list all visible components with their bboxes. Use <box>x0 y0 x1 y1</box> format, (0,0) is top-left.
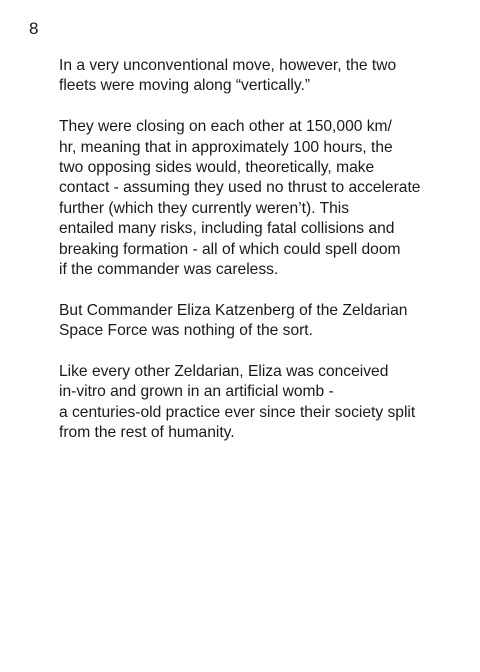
text-line: They were closing on each other at 150,000 km/ <box>59 118 392 136</box>
text-line: In a very unconventional move, however, the two <box>59 57 397 74</box>
text-line: in-vitro and grown in an artificial womb - <box>59 383 334 401</box>
text-line: further (which they currently weren’t). This <box>59 199 350 217</box>
text-line: entailed many risks, including fatal collisions and <box>59 220 395 238</box>
text-line: a centuries-old practice ever since their society split <box>59 403 416 421</box>
page-number: 8 <box>29 19 39 38</box>
paragraph-4 <box>59 362 459 444</box>
text-line: Like every other Zeldarian, Eliza was conceived <box>59 363 389 381</box>
text-line: contact - assuming they used no thrust to accelerate <box>59 179 421 197</box>
text-line: two opposing sides would, theoretically, make <box>59 159 375 177</box>
text-line: if the commander was careless. <box>59 261 279 279</box>
paragraph-3 <box>59 301 459 342</box>
text-line: fleets were moving along “vertically.” <box>59 77 311 95</box>
text-line: from the rest of humanity. <box>59 424 235 442</box>
body-text <box>59 56 459 464</box>
paragraph-1 <box>59 56 459 97</box>
text-line: Space Force was nothing of the sort. <box>59 322 313 340</box>
text-line: hr, meaning that in approximately 100 hours, the <box>59 138 393 156</box>
text-line: breaking formation - all of which could spell doom <box>59 240 401 258</box>
text-line: But Commander Eliza Katzenberg of the Zeldarian <box>59 301 408 319</box>
paragraph-2 <box>59 117 459 280</box>
